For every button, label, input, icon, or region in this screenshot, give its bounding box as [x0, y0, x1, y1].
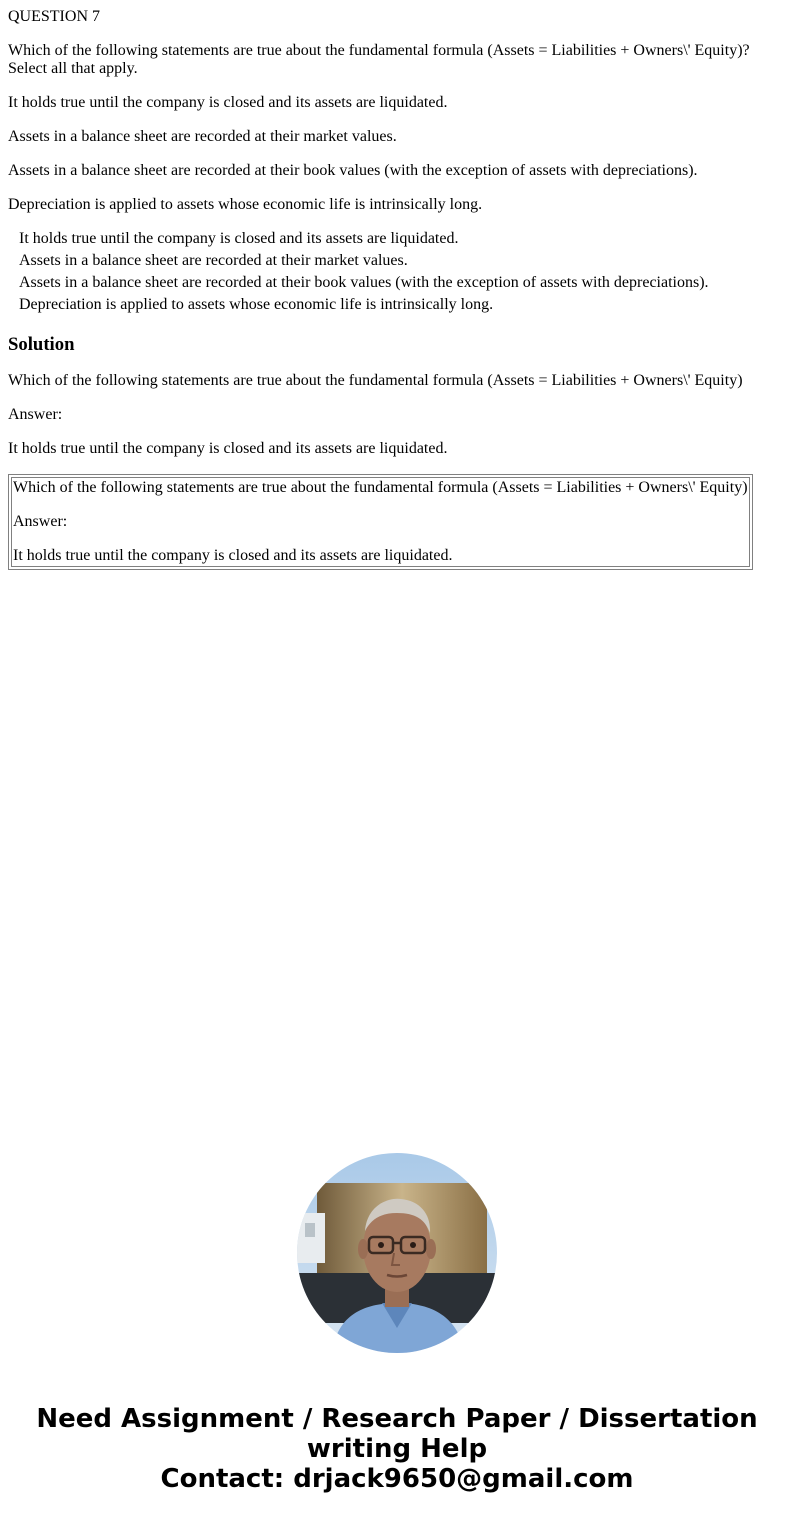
answer-box-label: Answer:	[13, 513, 68, 530]
solution-question: Which of the following statements are true about the fundamental formula (Assets = Liabilities + Owners\' Equity)	[8, 372, 743, 389]
option-2[interactable]: Assets in a balance sheet are recorded at their market values.	[19, 252, 408, 269]
author-photo	[297, 1153, 497, 1353]
statement-4: Depreciation is applied to assets whose economic life is intrinsically long.	[8, 196, 483, 213]
portrait-image	[297, 1153, 497, 1353]
answer-box-answer: It holds true until the company is closed and its assets are liquidated.	[13, 547, 453, 564]
question-prompt: Which of the following statements are true about the fundamental formula (Assets = Liabilities + Owners\' Equity)? Select all that apply.	[8, 42, 750, 77]
answer-box-question: Which of the following statements are true about the fundamental formula (Assets = Liabilities + Owners\' Equity)	[13, 479, 748, 496]
option-3[interactable]: Assets in a balance sheet are recorded at their book values (with the exception of assets with depreciations).	[19, 274, 709, 291]
solution-answer-label: Answer:	[8, 406, 63, 423]
promo-line-2: writing Help	[306, 1434, 488, 1464]
statement-1: It holds true until the company is closed and its assets are liquidated.	[8, 94, 448, 111]
promo-line-1: Need Assignment / Research Paper / Dissertation	[36, 1404, 758, 1434]
options-list	[8, 230, 786, 318]
promo-contact[interactable]: Contact: drjack9650@gmail.com	[160, 1464, 634, 1494]
document-content	[8, 8, 786, 570]
solution-answer-text: It holds true until the company is closed and its assets are liquidated.	[8, 440, 448, 457]
statement-2: Assets in a balance sheet are recorded at their market values.	[8, 128, 397, 145]
solution-heading: Solution	[8, 334, 75, 355]
option-1[interactable]: It holds true until the company is closed and its assets are liquidated.	[19, 230, 459, 247]
option-4[interactable]: Depreciation is applied to assets whose economic life is intrinsically long.	[19, 296, 494, 313]
statement-3: Assets in a balance sheet are recorded at their book values (with the exception of assets with depreciations).	[8, 162, 698, 179]
question-heading: QUESTION 7	[8, 8, 100, 25]
answer-box	[8, 474, 753, 570]
answer-box-cell	[11, 477, 750, 567]
promo-banner	[0, 1404, 794, 1494]
